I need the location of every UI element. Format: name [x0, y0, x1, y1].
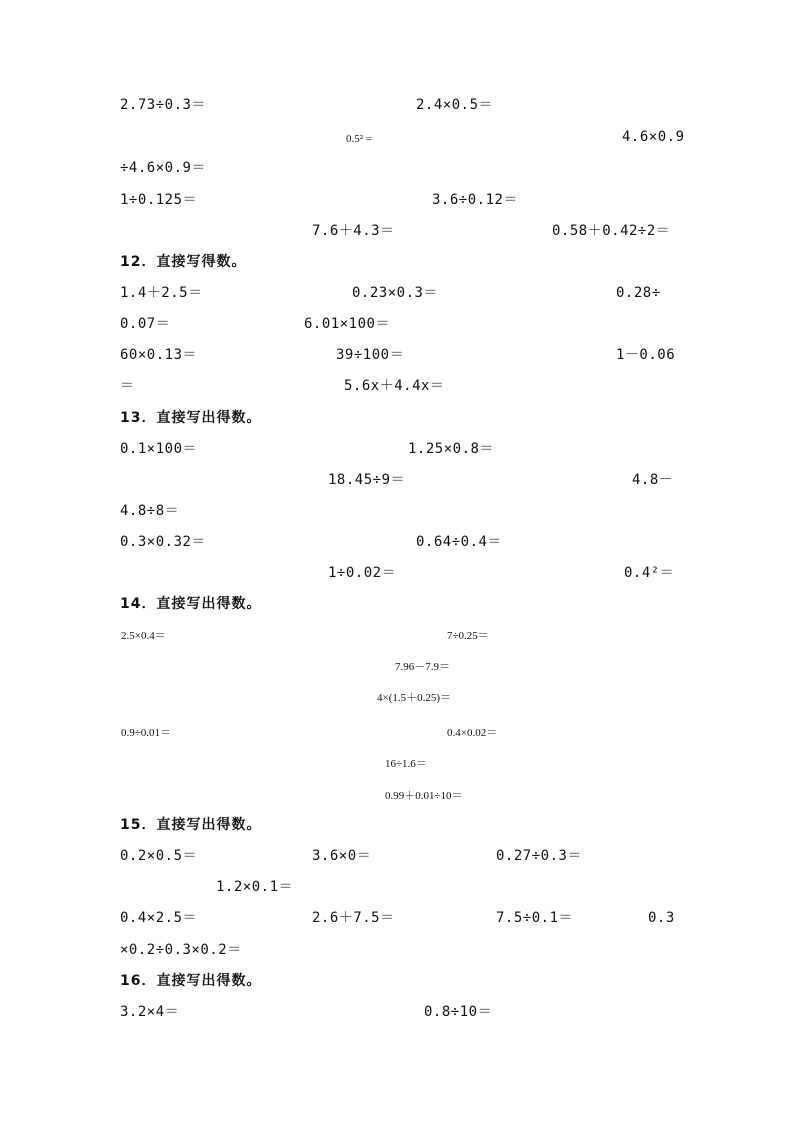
problem-text: 3.6÷0.12＝: [432, 192, 518, 208]
problem-text: 0.64÷0.4＝: [416, 534, 502, 550]
problem-text: 0.23×0.3＝: [352, 285, 438, 301]
problem-text: 0.28÷: [616, 285, 661, 301]
problem-text: 7.6＋4.3＝: [312, 223, 395, 239]
problem-text: 0.4×2.5＝: [120, 910, 198, 926]
problem-text: 2.73÷0.3＝: [120, 97, 206, 113]
problem-text: 7.5÷0.1＝: [496, 910, 574, 926]
problem-text: 0.9÷0.01＝: [121, 727, 172, 739]
problem-text: 0.5² =: [346, 133, 373, 145]
problem-text: 0.2×0.5＝: [120, 848, 198, 864]
question-title: 12．直接写得数。: [120, 254, 247, 270]
problem-text: 1.4＋2.5＝: [120, 285, 203, 301]
problem-text: 7.96－7.9＝: [395, 661, 450, 673]
problem-text: 18.45÷9＝: [328, 472, 406, 488]
problem-text: 7÷0.25＝: [447, 630, 489, 642]
problem-text: 4.8－: [632, 472, 674, 488]
problem-text: 0.07＝: [120, 316, 171, 332]
problem-text: 1.2×0.1＝: [216, 879, 294, 895]
problem-text: 2.6＋7.5＝: [312, 910, 395, 926]
problem-text: 1－0.06: [616, 347, 676, 363]
question-title: 13．直接写出得数。: [120, 410, 262, 426]
problem-text: 16÷1.6＝: [385, 758, 427, 770]
problem-text: 4.6×0.9: [622, 129, 685, 145]
problem-text: 0.4²＝: [624, 565, 675, 581]
problem-text: ＝: [120, 378, 135, 394]
problem-text: 0.8÷10＝: [424, 1004, 493, 1020]
problem-text: 4.8÷8＝: [120, 503, 180, 519]
problem-text: ÷4.6×0.9＝: [120, 160, 206, 176]
problem-text: 0.3×0.32＝: [120, 534, 206, 550]
problem-text: 0.4×0.02＝: [447, 727, 498, 739]
problem-text: 3.6×0＝: [312, 848, 372, 864]
question-title: 15．直接写出得数。: [120, 817, 262, 833]
problem-text: 0.58＋0.42÷2＝: [552, 223, 671, 239]
problem-text: 0.1×100＝: [120, 441, 198, 457]
problem-text: ×0.2÷0.3×0.2＝: [120, 942, 242, 958]
problem-text: 0.3: [648, 910, 675, 926]
question-title: 16．直接写出得数。: [120, 973, 262, 989]
problem-text: 5.6x＋4.4x＝: [344, 378, 445, 394]
problem-text: 60×0.13＝: [120, 347, 198, 363]
problem-text: 1.25×0.8＝: [408, 441, 494, 457]
problem-text: 0.27÷0.3＝: [496, 848, 582, 864]
problem-text: 6.01×100＝: [304, 316, 390, 332]
problem-text: 3.2×4＝: [120, 1004, 180, 1020]
problem-text: 4×(1.5＋0.25)＝: [377, 692, 452, 704]
problem-text: 0.99＋0.01÷10＝: [385, 790, 463, 802]
question-title: 14．直接写出得数。: [120, 596, 262, 612]
problem-text: 2.4×0.5＝: [416, 97, 494, 113]
problem-text: 1÷0.02＝: [328, 565, 397, 581]
problem-text: 1÷0.125＝: [120, 192, 198, 208]
problem-text: 39÷100＝: [336, 347, 405, 363]
problem-text: 2.5×0.4＝: [121, 630, 166, 642]
